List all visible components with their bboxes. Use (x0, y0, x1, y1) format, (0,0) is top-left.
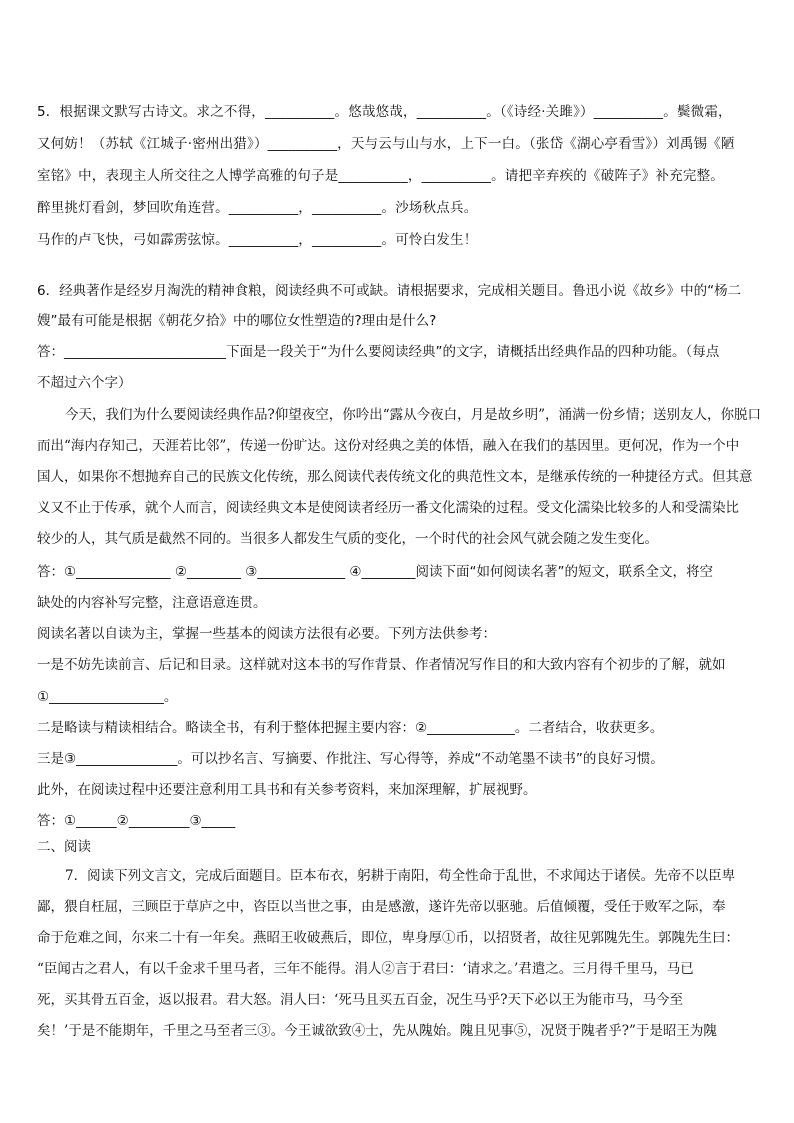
q5-line-4: 醉里挑灯看剑，梦回吹角连营。__________，__________。沙场秋点兵。 (37, 200, 478, 216)
passage-line-2: 而出“海内存知己，天涯若比邻”，传递一份旷达。这份对经典之美的体悟，融入在我们的基因里。更何况，作为一个中 (37, 438, 740, 454)
q5-line-1: 5．根据课文默写古诗文。求之不得，__________。悠哉悠哉，__________。（《诗经·关雎》）__________。鬓微霜， (37, 104, 732, 120)
q6-answer-line-8: 此外，在阅读过程中还要注意利用工具书和有关参考资料，来加深理解，扩展视野。 (37, 782, 537, 798)
q5-line-3: 室铭》中，表现主人所交往之人博学高雅的句子是__________，__________。请把辛弃疾的《破阵子》补充完整。 (37, 168, 724, 184)
q6-answer-line-5: ①_________________。 (37, 689, 178, 705)
q6-line-1: 6．经典著作是经岁月淘洗的精神食粮，阅读经典不可或缺。请根据要求，完成相关题目。鲁迅小说《故乡》中的“杨二 (37, 283, 742, 299)
q7-line-1: 7．阅读下列文言文，完成后面题目。臣本布衣，躬耕于南阳，苟全性命于乱世，不求闻达于诸侯。先帝不以臣卑 (65, 868, 736, 884)
q5-line-5: 马作的卢飞快，弓如霹雳弦惊。__________，__________。可怜白发生！ (37, 232, 478, 248)
q7-line-5: 死，买其骨五百金，返以报君。君大怒。涓人曰：‘死马且买五百金，况生马乎?天下必以王为能市马，马今至 (37, 992, 684, 1008)
q7-line-2: 鄙，猥自枉屈，三顾臣于草庐之中，咨臣以当世之事，由是感激，遂许先帝以驱驰。后值倾覆，受任于败军之际，奉 (37, 899, 726, 915)
section-title: 二、阅读 (37, 839, 91, 855)
q7-line-3: 命于危难之间，尔来二十有一年矣。燕昭王收破燕后，即位，卑身厚①币，以招贤者，故往见郭隗先生。郭隗先生曰： (37, 930, 739, 946)
q7-line-4: “臣闻古之君人，有以千金求千里马者，三年不能得。涓人②言于君曰：‘请求之。’君遣之。三月得千里马，马已 (37, 961, 694, 977)
passage-line-1: 今天，我们为什么要阅读经典作品?仰望夜空，你吟出“露从今夜白，月是故乡明”，涌满一份乡情；送别友人，你脱口 (65, 407, 762, 423)
q6-answer-line-1: 答：①______________ ②________ ③_____________ ④________阅读下面“如何阅读名著”的短文，联系全文，将空 (37, 564, 714, 580)
q7-line-6: 矣！’于是不能期年，千里之马至者三③。今王诚欲致④士，先从隗始。隗且见事⑤，况贤于隗者乎?”于是昭王为隗 (37, 1023, 717, 1039)
q5-line-2: 又何妨！（苏轼《江城子·密州出猎》）__________，天与云与山与水，上下一白。（张岱《湖心亭看雪》）刘禹锡《陋 (37, 136, 735, 152)
passage-line-3: 国人，如果你不想抛弃自己的民族文化传统，那么阅读代表传统文化的典范性文本，是继承传统的一种捷径方式。但其意 (37, 469, 753, 485)
q6-answer-line-6: 二是略读与精读相结合。略读全书，有利于整体把握主要内容：②_____________。二者结合，收获更多。 (37, 720, 664, 736)
q6-answer-line-3: 阅读名著以自读为主，掌握一些基本的阅读方法很有必要。下列方法供参考： (37, 626, 496, 642)
q6-line-3: 答：________________________下面是一段关于“为什么要阅读经典”的文字，请概括出经典作品的四种功能。（每点 (37, 344, 720, 360)
passage-line-5: 较少的人，其气质是截然不同的。当很多人都发生气质的变化，一个时代的社会风气就会随之发生变化。 (37, 531, 658, 547)
q6-answer-line-2: 缺处的内容补写完整，注意语意连贯。 (37, 595, 267, 611)
q6-answer-line-9: 答：①______②_________③_____ (37, 813, 236, 829)
q6-line-2: 嫂”最有可能是根据《朝花夕拾》中的哪位女性塑造的?理由是什么? (37, 313, 437, 329)
passage-line-4: 义又不止于传承，就个人而言，阅读经典文本是使阅读者经历一番文化濡染的过程。受文化濡染比较多的人和受濡染比 (37, 500, 739, 516)
q6-answer-line-4: 一是不妨先读前言、后记和目录。这样就对这本书的写作背景、作者情况写作目的和大致内容有个初步的了解，就如 (37, 657, 726, 673)
q6-line-4: 不超过六个字） (37, 375, 132, 391)
q6-answer-line-7: 三是③_______________。可以抄名言、写摘要、作批注、写心得等，养成“不动笔墨不读书”的良好习惯。 (37, 751, 664, 767)
